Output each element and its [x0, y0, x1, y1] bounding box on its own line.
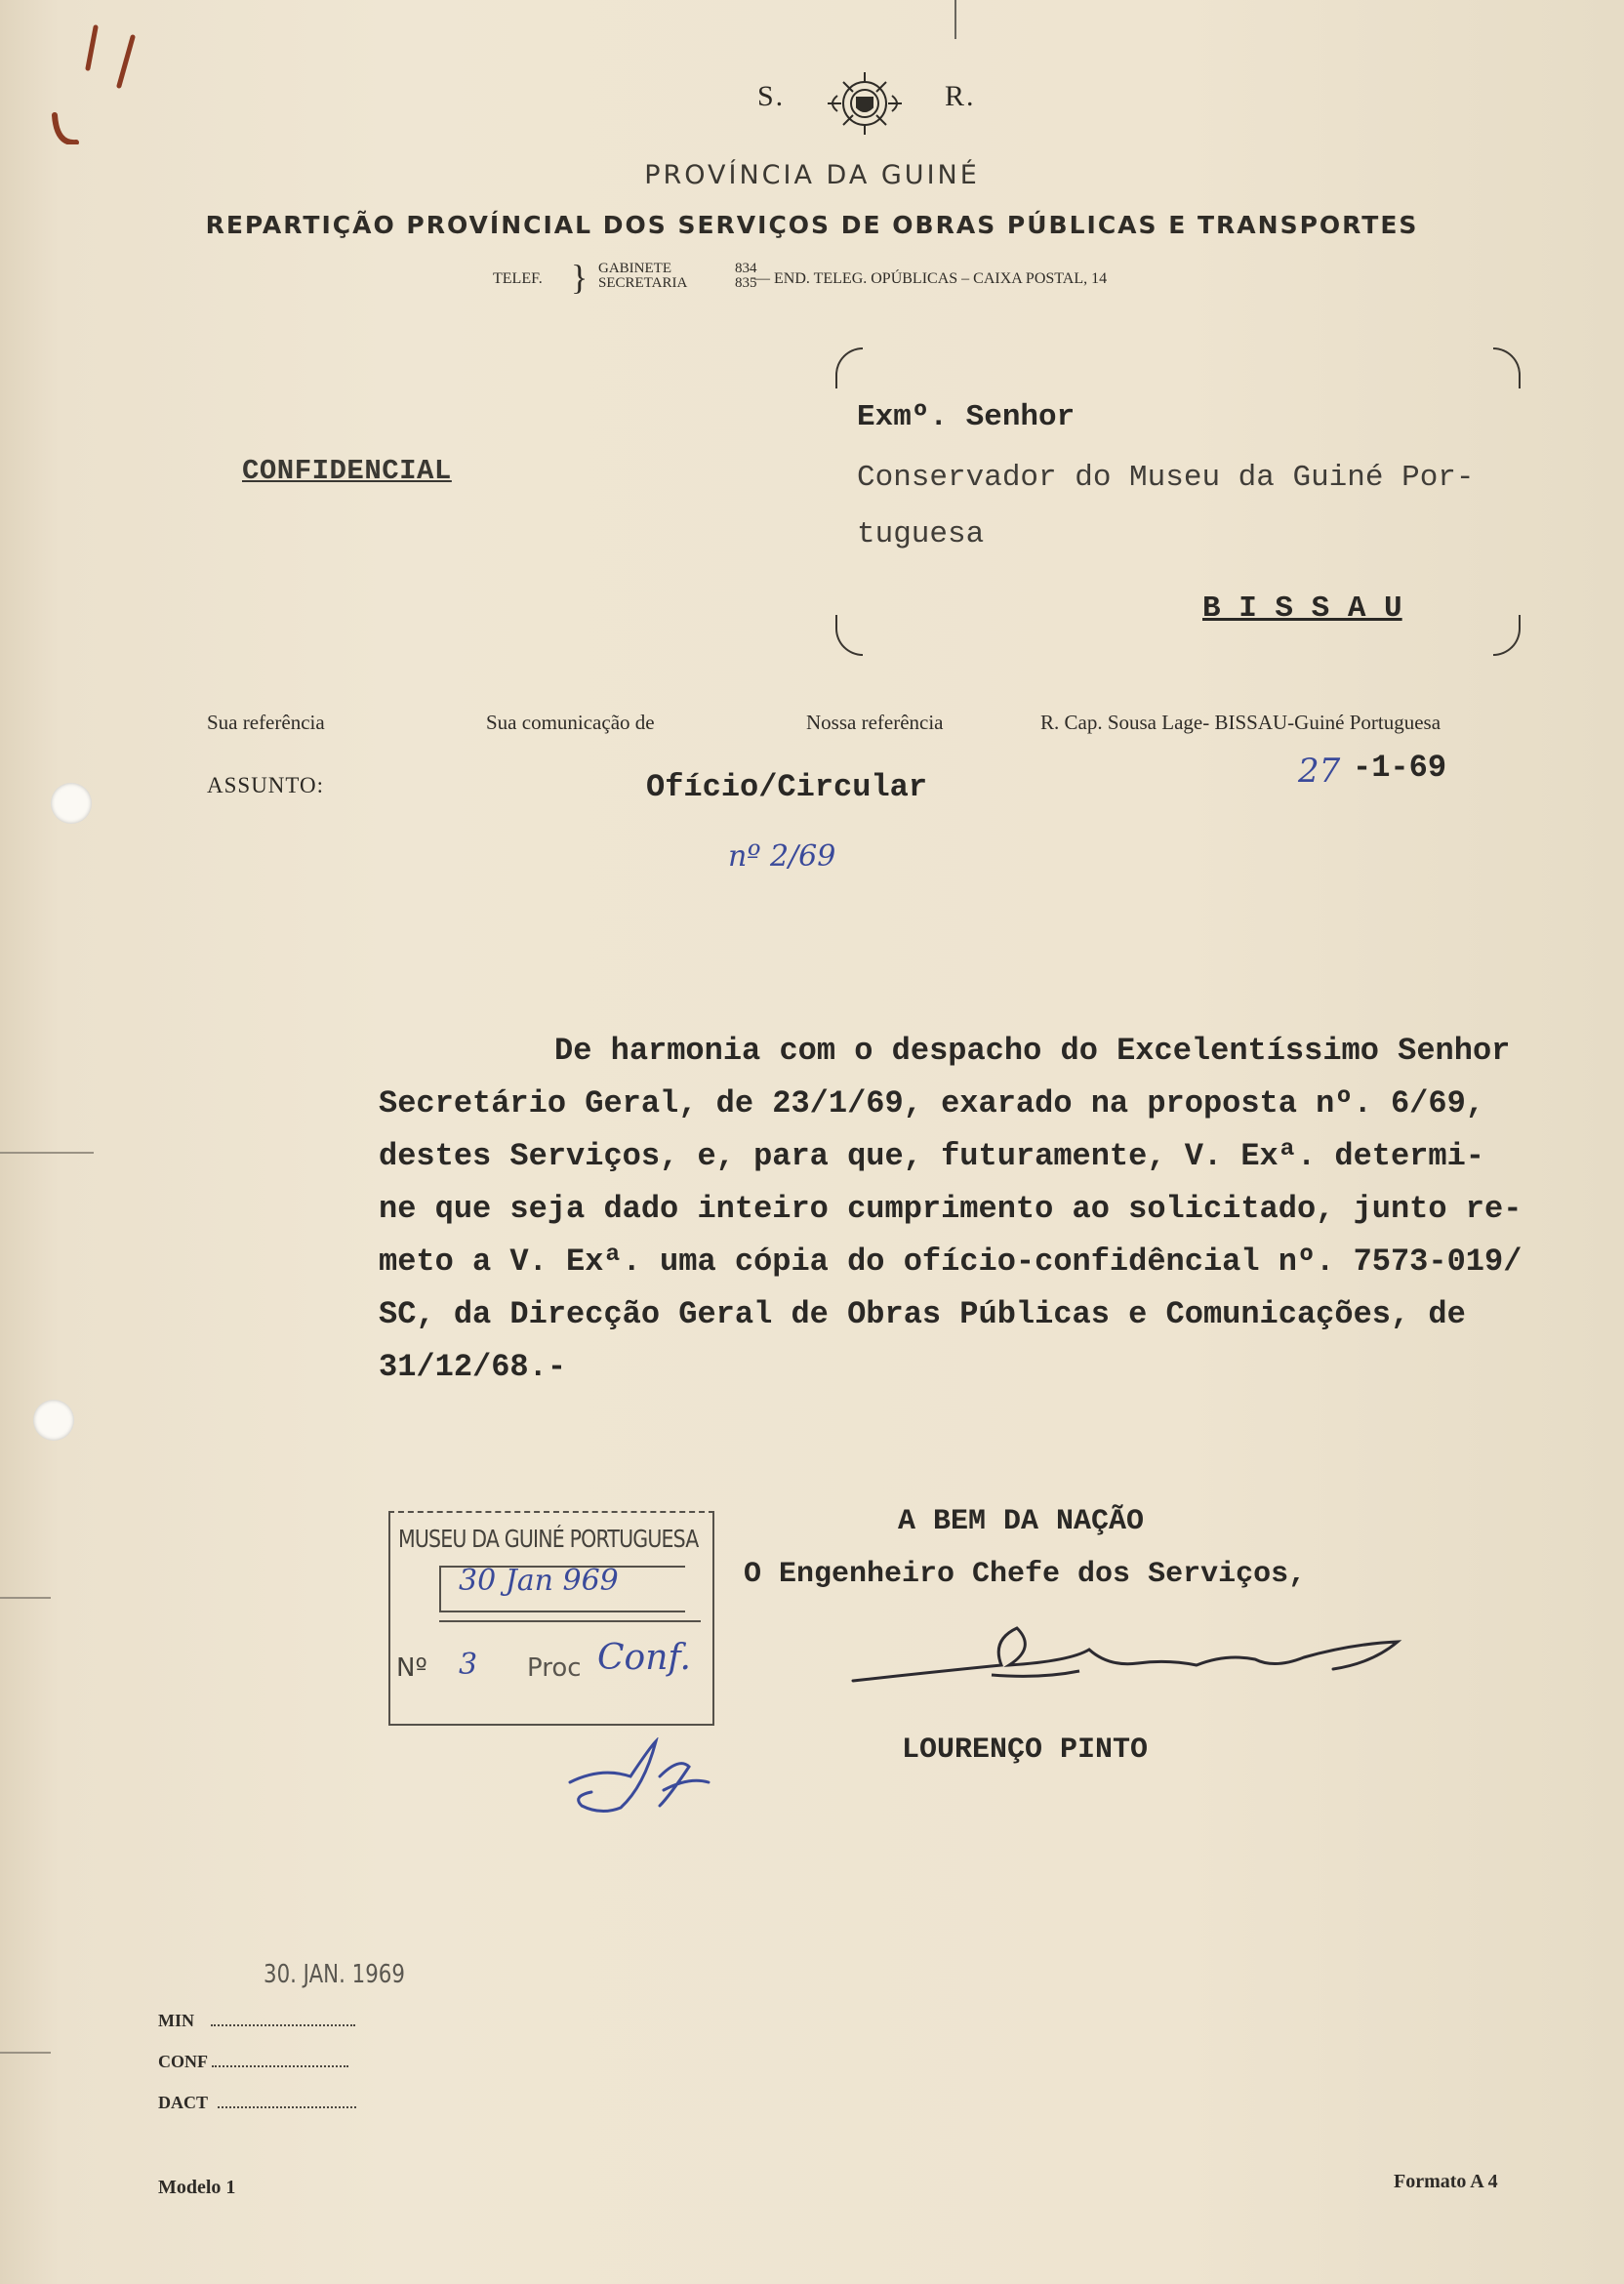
routing-dact-label: DACT	[158, 2093, 208, 2112]
routing-dact-line	[218, 2093, 356, 2108]
typed-date: -1-69	[1353, 750, 1447, 786]
address-corner-bl	[835, 615, 863, 656]
body-line: 31/12/68.-	[379, 1349, 567, 1385]
addressee-salutation: Exmº. Senhor	[857, 400, 1076, 434]
letter-body	[379, 1025, 1540, 1394]
closing-formula: A BEM DA NAÇÃO	[898, 1505, 1145, 1538]
paper-format: Formato A 4	[1394, 2171, 1498, 2192]
form-model: Modelo 1	[158, 2177, 236, 2198]
fold-tick	[0, 1597, 51, 1599]
routing-conf	[158, 2052, 348, 2072]
fold-tick	[0, 2052, 51, 2054]
addressee-line2: tuguesa	[857, 517, 985, 551]
body-line: destes Serviços, e, para que, futuramente, V. Exª. determi-	[379, 1138, 1484, 1174]
r-letter: R.	[945, 80, 976, 112]
address-corner-tl	[835, 347, 863, 388]
routing-conf-label: CONF	[158, 2052, 208, 2071]
body-line: SC, da Direcção Geral de Obras Públicas e Comunicações, de	[379, 1296, 1466, 1332]
province-title: PROVÍNCIA DA GUINÉ	[644, 160, 980, 190]
routing-min-label: MIN	[158, 2011, 194, 2030]
body-line: meto a V. Exª. uma cópia do ofício-confidêncial nº. 7573-019/	[379, 1244, 1522, 1280]
secretaria-number: 835	[735, 275, 757, 291]
stamp-number-label: Nº	[396, 1653, 427, 1683]
telef-label: TELEF.	[493, 270, 543, 287]
classification-stamp: CONFIDENCIAL	[242, 455, 452, 487]
body-line: Secretário Geral, de 23/1/69, exarado na proposta nº. 6/69,	[379, 1085, 1484, 1122]
received-date-stamp: 30. JAN. 1969	[264, 1960, 405, 1989]
initials-handwritten	[562, 1737, 718, 1821]
sender-address: R. Cap. Sousa Lage- BISSAU-Guiné Portuguesa	[1040, 711, 1441, 734]
gabinete-number: 834	[735, 261, 757, 276]
handwritten-date-day: 27	[1298, 752, 1341, 791]
addressee-line1: Conservador do Museu da Guiné Por-	[857, 461, 1475, 495]
punch-hole-top	[51, 783, 92, 824]
body-line: ne que seja dado inteiro cumprimento ao solicitado, junto re-	[379, 1191, 1522, 1227]
routing-min-line	[211, 2011, 355, 2026]
addressee-city: B I S S A U	[1202, 591, 1402, 626]
department-title: REPARTIÇÃO PROVÍNCIAL DOS SERVIÇOS DE OBRAS PÚBLICAS E TRANSPORTES	[205, 211, 1419, 239]
nossa-referencia-label: Nossa referência	[806, 711, 944, 734]
museum-receipt-stamp	[388, 1511, 714, 1726]
routing-dact	[158, 2093, 356, 2113]
signature-image	[845, 1620, 1411, 1698]
secretaria-label: SECRETARIA	[598, 275, 688, 291]
fold-mark	[954, 0, 956, 39]
stamp-divider	[439, 1620, 701, 1622]
signatory-name: LOURENÇO PINTO	[902, 1733, 1149, 1767]
brace-icon: }	[571, 258, 589, 297]
routing-conf-line	[212, 2052, 348, 2067]
handwritten-circular-number: nº 2/69	[728, 839, 836, 874]
fold-tick	[0, 1152, 94, 1154]
subject-value: Ofício/Circular	[646, 769, 928, 805]
address-corner-tr	[1493, 347, 1521, 388]
routing-min	[158, 2011, 355, 2031]
gabinete-label: GABINETE	[598, 261, 671, 276]
stamp-proc-value: Conf.	[597, 1638, 691, 1678]
address-corner-br	[1493, 615, 1521, 656]
punch-hole-bottom	[33, 1400, 74, 1441]
s-letter: S.	[757, 80, 786, 112]
signatory-title: O Engenheiro Chefe dos Serviços,	[744, 1558, 1307, 1591]
stamp-proc-label: Proc	[527, 1653, 582, 1683]
body-line: De harmonia com o despacho do Excelentíssimo Senhor	[554, 1033, 1511, 1069]
red-pencil-mark	[37, 18, 144, 144]
stamp-institution: MUSEU DA GUINÉ PORTUGUESA	[398, 1525, 699, 1553]
coat-of-arms-icon	[818, 68, 912, 139]
telegraph-address: — END. TELEG. OPÚBLICAS – CAIXA POSTAL, 14	[754, 270, 1108, 287]
stamp-date: 30 Jan 969	[459, 1564, 619, 1598]
subject-label: ASSUNTO:	[207, 773, 325, 797]
sua-referencia-label: Sua referência	[207, 711, 325, 734]
sua-comunicacao-label: Sua comunicação de	[486, 711, 655, 734]
phone-numbers	[598, 262, 757, 291]
stamp-number-value: 3	[459, 1648, 478, 1682]
